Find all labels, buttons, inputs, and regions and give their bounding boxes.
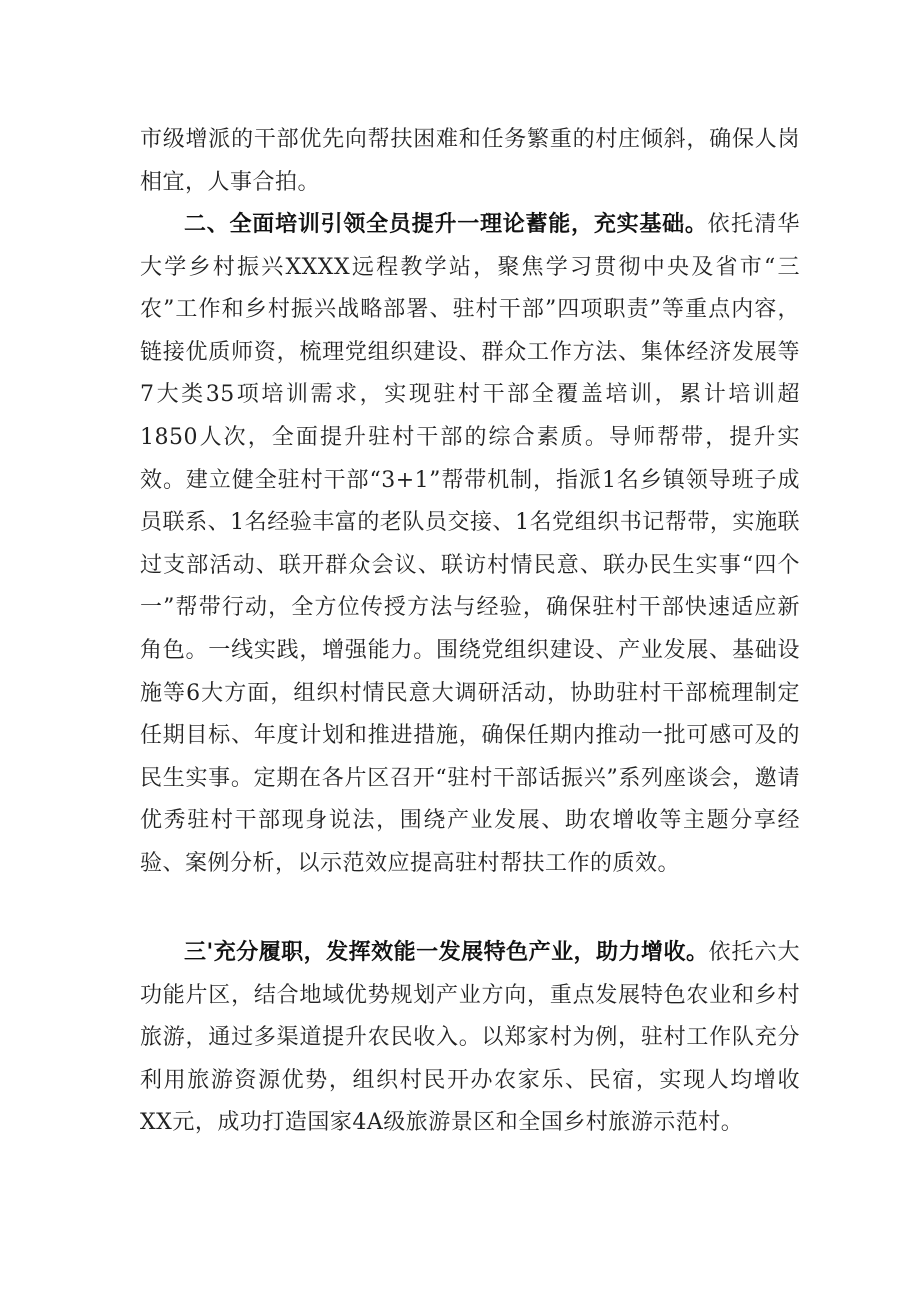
section-two-heading: 二、全面培训引领全员提升一理论蓄能，充实基础。 [184,212,708,237]
paragraph-section-three [140,932,800,1145]
section-three-heading: 三'充分履职，发挥效能一发展特色产业，助力增收。 [184,940,709,965]
paragraph-section-two [140,204,800,886]
section-two-body: 依托清华大学乡村振兴XXXX远程教学站，聚焦学习贯彻中央及省市“三农”工作和乡村振兴战略部署、驻村干部”四项职责”等重点内容，链接优质师资，梳理党组织建设、群众工作方法、集体经济发展等7大类35项培训需求，实现驻村干部全覆盖培训，累计培训超1850人次，全面提升驻村干部的综合素质。导师帮带，提升实效。建立健全驻村干部“3+1”帮带机制，指派1名乡镇领导班子成员联系、1名经验丰富的老队员交接、1名党组织书记帮带，实施联过支部活动、联开群众会议、联访村情民意、联办民生实事“四个一”帮带行动，全方位传授方法与经验，确保驻村干部快速适应新角色。一线实践，增强能力。围绕党组织建设、产业发展、基础设施等6大方面，组织村情民意大调研活动，协助驻村干部梳理制定任期目标、年度计划和推进措施，确保任期内推动一批可感可及的民生实事。定期在各片区召开“驻村干部话振兴”系列座谈会，邀请优秀驻村干部现身说法，围绕产业发展、助农增收等主题分享经验、案例分析，以示范效应提高驻村帮扶工作的质效。 [140,212,800,876]
paragraph-continuation: 市级增派的干部优先向帮扶困难和任务繁重的村庄倾斜，确保人岗相宜，人事合拍。 [140,127,800,195]
section-three-body: 依托六大功能片区，结合地域优势规划产业方向，重点发展特色农业和乡村旅游，通过多渠道提升农民收入。以郑家村为例，驻村工作队充分利用旅游资源优势，组织村民开办农家乐、民宿，实现人均增收XX元，成功打造国家4A级旅游景区和全国乡村旅游示范村。 [140,940,800,1136]
